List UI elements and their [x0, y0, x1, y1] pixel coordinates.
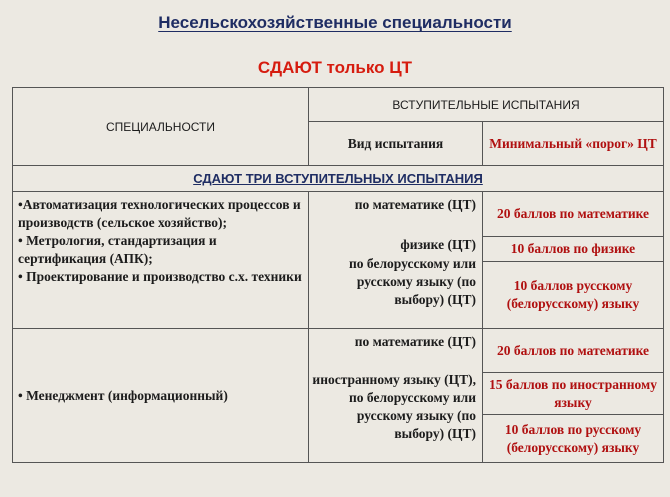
exam-item: по белорусскому или русскому языку (по выбору) (ЦТ) — [349, 390, 476, 441]
page-subtitle: СДАЮТ только ЦТ — [257, 58, 413, 77]
specialty-item: •Автоматизация технологических процессов и производств (сельское хозяйство); — [18, 197, 301, 230]
threshold-cell: 10 баллов русскому (белорусскому) языку — [483, 262, 664, 329]
threshold-cell: 10 баллов по русскому (белорусскому) языку — [483, 415, 664, 463]
header-specialties: СПЕЦИАЛЬНОСТИ — [13, 88, 309, 166]
specialty-cell — [13, 329, 309, 463]
header-min-threshold: Минимальный «порог» ЦТ — [483, 122, 664, 166]
specialty-cell — [13, 192, 309, 329]
exam-item: иностранному языку (ЦТ), — [312, 372, 476, 387]
exam-list-cell — [309, 192, 483, 329]
exam-item: физике (ЦТ) — [400, 237, 476, 252]
header-entrance-tests: ВСТУПИТЕЛЬНЫЕ ИСПЫТАНИЯ — [309, 88, 664, 122]
specialty-item: • Проектирование и производство с.х. техники — [18, 269, 302, 284]
threshold-cell: 15 баллов по иностранному языку — [483, 373, 664, 415]
exam-list-cell — [309, 329, 483, 463]
header-test-type: Вид испытания — [309, 122, 483, 166]
admission-table — [12, 87, 664, 463]
threshold-cell: 20 баллов по математике — [483, 329, 664, 373]
specialty-item: • Менеджмент (информационный) — [18, 387, 228, 403]
exam-item: по математике (ЦТ) — [354, 197, 476, 212]
page-title: Несельскохозяйственные специальности — [158, 13, 512, 32]
threshold-cell: 10 баллов по физике — [483, 237, 664, 262]
section-three-tests: СДАЮТ ТРИ ВСТУПИТЕЛЬНЫХ ИСПЫТАНИЯ — [13, 166, 664, 192]
specialty-item: • Метрология, стандартизация и сертификация (АПК); — [18, 233, 217, 266]
exam-item: по математике (ЦТ) — [354, 334, 476, 349]
threshold-cell: 20 баллов по математике — [483, 192, 664, 237]
exam-item: по белорусскому или русскому языку (по выбору) (ЦТ) — [349, 256, 476, 307]
